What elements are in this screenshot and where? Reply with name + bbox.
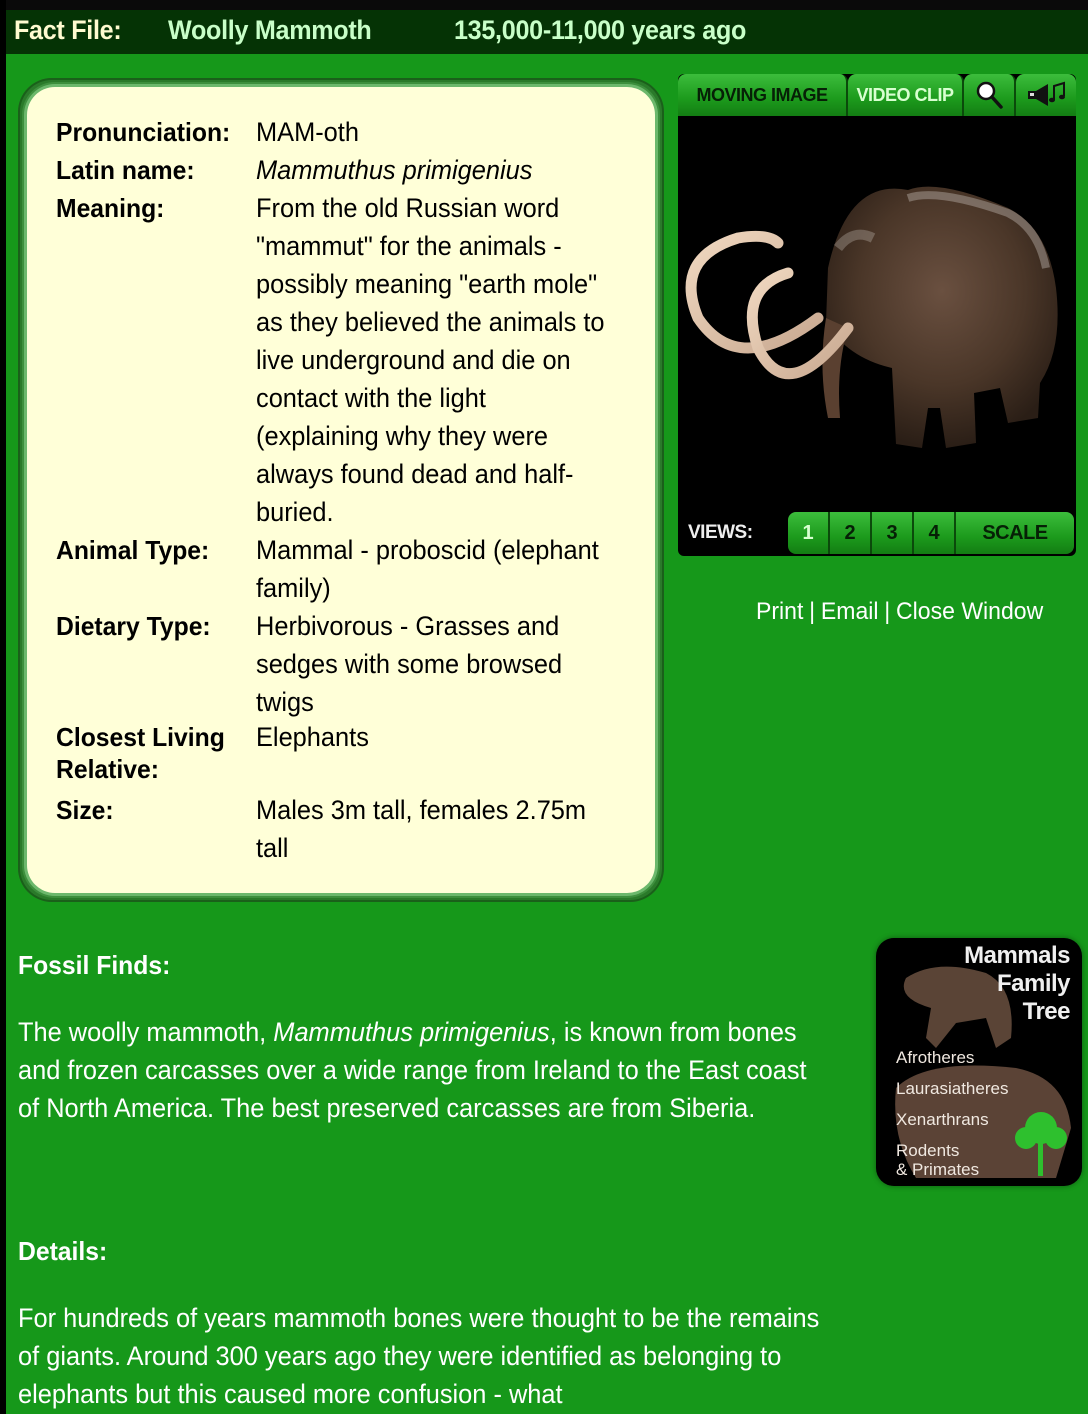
title-line: Family xyxy=(996,970,1070,997)
view-button-3[interactable]: 3 xyxy=(872,512,914,554)
fact-value: MAM-oth xyxy=(256,117,359,147)
fact-label: Pronunciation: xyxy=(56,117,231,147)
group-xenarthrans: Xenarthrans xyxy=(896,1110,989,1129)
fact-row-size xyxy=(56,791,636,867)
fact-card-inner xyxy=(27,87,655,893)
facts-table xyxy=(56,113,636,867)
views-bar xyxy=(678,510,1076,556)
title-bar xyxy=(6,10,1088,54)
close-window-link[interactable]: Close Window xyxy=(896,598,1044,625)
details-heading: Details: xyxy=(18,1236,108,1266)
fact-row-pronunciation xyxy=(56,113,636,151)
title-line: Mammals xyxy=(964,942,1070,969)
fact-row-closest-relative xyxy=(56,721,636,785)
view-button-1[interactable]: 1 xyxy=(788,512,830,554)
fossil-text: The woolly mammoth, xyxy=(18,1017,274,1047)
fact-card xyxy=(18,78,664,902)
details-body: For hundreds of years mammoth bones were thought to be the remains of giants. Around 300 years ago they were identified as belonging to elephants but this caused more confusion - what xyxy=(18,1303,820,1409)
title-line: Tree xyxy=(1022,998,1070,1025)
zoom-button[interactable] xyxy=(964,74,1016,116)
fact-value: Mammuthus primigenius xyxy=(256,155,533,185)
tab-video-clip[interactable]: VIDEO CLIP xyxy=(848,74,964,116)
view-button-4[interactable]: 4 xyxy=(914,512,956,554)
family-tree-title xyxy=(964,942,1070,1026)
fact-file-page xyxy=(6,0,1088,1414)
animal-name: Woolly Mammoth xyxy=(168,15,372,45)
tab-moving-image[interactable]: MOVING IMAGE xyxy=(678,74,848,116)
fact-value: Herbivorous - Grasses and sedges with some browsed twigs xyxy=(256,611,563,717)
action-links xyxy=(756,598,1043,626)
mammoth-image xyxy=(678,118,1076,510)
fact-label: Dietary Type: xyxy=(56,611,211,641)
fact-value: Males 3m tall, females 2.75m tall xyxy=(256,795,587,863)
fact-row-meaning xyxy=(56,189,636,531)
group-primates: & Primates xyxy=(896,1160,980,1179)
image-viewer xyxy=(678,74,1076,556)
fact-value: Mammal - proboscid (elephant family) xyxy=(256,535,599,603)
fossil-finds-body xyxy=(18,1013,826,1127)
fact-file-label: Fact File: xyxy=(14,15,122,45)
fact-value: Elephants xyxy=(256,722,369,752)
fact-label: Latin name: xyxy=(56,155,195,185)
email-link[interactable]: Email xyxy=(820,598,879,625)
fact-row-latin-name xyxy=(56,151,636,189)
link-separator: | xyxy=(809,598,816,625)
sound-button[interactable] xyxy=(1016,74,1076,116)
views-label: VIEWS: xyxy=(688,522,753,543)
link-separator: | xyxy=(884,598,891,625)
fact-value: From the old Russian word "mammut" for the animals - possibly meaning "earth mole" as they believed the animals to live underground and die on contact with the light (explaining why they were always found dead and half-buried. xyxy=(256,193,605,527)
fact-label: Closest Living Relative: xyxy=(56,722,225,784)
fact-row-dietary-type xyxy=(56,607,636,721)
view-button-2[interactable]: 2 xyxy=(830,512,872,554)
group-afrotheres: Afrotheres xyxy=(896,1048,975,1067)
magnifier-icon xyxy=(974,80,1004,110)
fossil-text: , is known from bones and frozen carcasses over a wide range from Ireland to the East coast of North America. The best preserved carcasses are from Siberia. xyxy=(18,1017,807,1123)
scale-button[interactable]: SCALE xyxy=(956,512,1074,554)
group-laurasiatheres: Laurasiatheres xyxy=(896,1079,1009,1098)
family-tree-groups xyxy=(896,1042,1008,1179)
viewer-tabs xyxy=(678,74,1076,118)
time-range: 135,000-11,000 years ago xyxy=(454,15,747,45)
mammals-family-tree-link[interactable] xyxy=(876,938,1082,1186)
fact-label: Meaning: xyxy=(56,193,165,223)
latin-name-inline: Mammuthus primigenius xyxy=(273,1017,550,1047)
fact-label: Size: xyxy=(56,795,114,825)
fact-row-animal-type xyxy=(56,531,636,607)
group-rodents: Rodents xyxy=(896,1141,960,1160)
fossil-finds-heading: Fossil Finds: xyxy=(18,950,171,980)
print-link[interactable]: Print xyxy=(756,598,804,625)
speaker-music-icon xyxy=(1024,80,1068,110)
fact-label: Animal Type: xyxy=(56,535,210,565)
